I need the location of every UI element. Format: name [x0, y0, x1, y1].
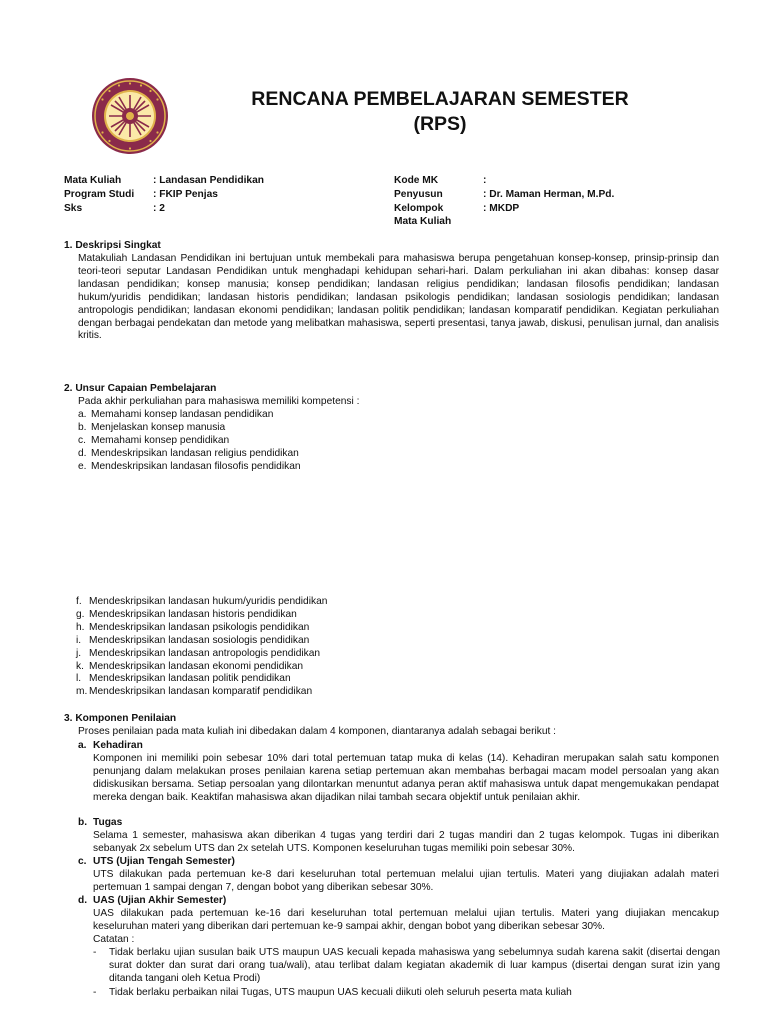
list-marker: j.: [76, 647, 82, 659]
list-item-text: Mendeskripsikan landasan politik pendidikan: [89, 673, 291, 685]
list-marker: d.: [78, 447, 87, 459]
list-item: [78, 448, 301, 461]
component-title-text: Tugas: [93, 817, 123, 828]
component-title-uas: [78, 895, 226, 906]
list-item-text: Mendeskripsikan landasan psikologis pendidikan: [89, 621, 310, 633]
list-marker: m.: [76, 686, 88, 698]
list-item-text: Mendeskripsikan landasan komparatif pendidikan: [89, 686, 313, 698]
component-title-tugas: [78, 817, 122, 828]
university-logo: [91, 77, 169, 155]
section-title-deskripsi: 1. Deskripsi Singkat: [64, 240, 161, 251]
list-item: [78, 409, 301, 422]
dash-bullet: -: [93, 947, 97, 958]
competency-list-part1: [78, 409, 301, 474]
list-marker: f.: [76, 596, 82, 607]
note-text: Tidak berlaku ujian susulan baik UTS maupun UAS kecuali kepada mahasiswa yang sebelumnya sudah karena sakit (disertai dengan surat dokter dan surat dari orang tua/wali), atau terlibat dalam kegiatan akademik di luar kampus (disertai dengan surat izin yang ditanda tangani oleh Ketua Prodi): [109, 947, 720, 984]
component-body-kehadiran: Komponen ini memiliki poin sebesar 10% dari total pertemuan tatap muka di kelas (14). Kehadiran merupakan salah satu komponen penunjang dalam melakukan proses penilaian karena setiap pertemuan akan membahas berbagai macam model persoalan yang akan didiskusikan bersama. Setiap persoalan yang dilontarkan menuntut adanya peran aktif mahasiswa untuk dapat mengemukakan pendapat mereka dengan baik. Keaktifan mahasiswa akan dijadikan nilai tambah secara objektif untuk penilaian akhir.: [93, 753, 719, 803]
meta-value: : MKDP: [483, 203, 520, 214]
list-item-text: Memahami konsep landasan pendidikan: [91, 409, 274, 420]
component-body-uas: UAS dilakukan pada pertemuan ke-16 dari keseluruhan total pertemuan melalui ujian tertulis. Materi yang diujiakan mencakup keseluruhan materi yang diberikan dari pertemuan ke-9 sampai akhir, dengan bobot yang diberikan sebesar 30%.: [93, 908, 719, 932]
component-marker: b.: [78, 817, 88, 828]
meta-value: : Landasan Pendidikan: [153, 175, 264, 186]
notes-label: Catatan :: [93, 934, 135, 945]
list-item: [76, 648, 327, 661]
list-item: [76, 596, 327, 609]
list-item-text: Mendeskripsikan landasan religius pendidikan: [91, 447, 299, 459]
list-item-text: Mendeskripsikan landasan historis pendidikan: [89, 608, 297, 620]
meta-label: Mata Kuliah: [394, 216, 452, 227]
competency-list-part2: [76, 596, 327, 699]
list-item-text: Mendeskripsikan landasan hukum/yuridis pendidikan: [89, 596, 328, 607]
component-body-tugas: Selama 1 semester, mahasiswa akan diberikan 4 tugas yang terdiri dari 2 tugas mandiri dan 2 tugas kelompok. Tugas ini diberikan sebanyak 2x sebelum UTS dan 2x setelah UTS. Komponen keseluruhan tugas memiliki poin sebesar 30%.: [93, 830, 719, 854]
component-title-text: Kehadiran: [93, 740, 143, 751]
list-item-text: Mendeskripsikan landasan sosiologis pendidikan: [89, 634, 310, 646]
university-seal-icon: [91, 77, 169, 155]
component-marker: c.: [78, 856, 87, 867]
list-item-text: Menjelaskan konsep manusia: [91, 421, 226, 433]
meta-value: :: [483, 175, 487, 186]
meta-label: Program Studi: [64, 189, 135, 200]
list-item: [78, 461, 301, 474]
section-body-deskripsi: Matakuliah Landasan Pendidikan ini bertujuan untuk membekali para mahasiswa berupa pengetahuan konsep-konsep, prinsip-prinsip dan teori-teori seputar Landasan Pendidikan untuk menghadapi kehidupan sehari-hari. Dalam perkuliahan ini akan dibahas: konsep dasar landasan pendidikan; konsep manusia; konsep pendidikan; landasan religius pendidikan; landasan filosofis pendidikan; landasan hukum/yuridis pendidikan; landasan historis pendidikan; landasan psikologis pendidikan; landasan sosiologis pendidikan; landasan antropologis pendidikan; landasan ekonomi pendidikan; landasan politik pendidikan; landasan komparatif pendidikan. Kegiatan perkuliahan dengan berbagai pendekatan dan metode yang melibatkan mahasiswa, seperti presentasi, tanya jawab, diskusi, penulisan jurnal, dan analisis kritis.: [78, 253, 719, 342]
document-title: RENCANA PEMBELAJARAN SEMESTER: [251, 88, 629, 110]
section-intro-capaian: Pada akhir perkuliahan para mahasiswa memiliki kompetensi :: [78, 396, 360, 407]
component-body-uts: UTS dilakukan pada pertemuan ke-8 dari keseluruhan total pertemuan melalui ujian tertulis. Materi yang diujiakan adalah materi pertemuan 1 sampai dengan 7, dengan bobot yang diberikan sebesar 30%.: [93, 869, 719, 893]
list-item: [76, 661, 327, 674]
list-item: [76, 635, 327, 648]
list-marker: h.: [76, 621, 85, 633]
meta-label: Kode MK: [394, 175, 439, 186]
component-title-text: UTS (Ujian Tengah Semester): [93, 856, 235, 867]
meta-value: : FKIP Penjas: [153, 189, 218, 200]
list-item-text: Memahami konsep pendidikan: [91, 434, 230, 446]
list-item: [78, 422, 301, 435]
meta-label: Mata Kuliah: [64, 175, 122, 186]
list-item: [78, 435, 301, 448]
component-title-kehadiran: [78, 740, 143, 751]
note-item: [93, 987, 720, 1000]
list-marker: k.: [76, 660, 84, 672]
list-item: [76, 622, 327, 635]
list-item-text: Mendeskripsikan landasan ekonomi pendidikan: [89, 660, 304, 672]
list-item: [76, 609, 327, 622]
list-item-text: Mendeskripsikan landasan antropologis pendidikan: [89, 647, 321, 659]
section-title-capaian: 2. Unsur Capaian Pembelajaran: [64, 383, 217, 394]
component-marker: d.: [78, 895, 88, 906]
component-title-text: UAS (Ujian Akhir Semester): [93, 895, 227, 906]
list-item: [76, 686, 327, 699]
note-item: [93, 947, 720, 986]
list-marker: b.: [78, 421, 87, 433]
list-marker: c.: [78, 434, 86, 446]
list-marker: i.: [76, 634, 82, 646]
meta-label: Kelompok: [394, 203, 444, 214]
component-marker: a.: [78, 740, 87, 751]
meta-label: Penyusun: [394, 189, 443, 200]
section-intro-penilaian: Proses penilaian pada mata kuliah ini dibedakan dalam 4 komponen, diantaranya adalah sebagai berikut :: [78, 726, 557, 737]
list-marker: e.: [78, 460, 87, 472]
meta-label: Sks: [64, 203, 83, 214]
section-title-penilaian: 3. Komponen Penilaian: [64, 713, 177, 724]
list-marker: g.: [76, 608, 85, 620]
note-text: Tidak berlaku perbaikan nilai Tugas, UTS maupun UAS kecuali diikuti oleh seluruh peserta mata kuliah: [109, 987, 572, 998]
list-item: [76, 673, 327, 686]
list-marker: a.: [78, 409, 87, 420]
list-item-text: Mendeskripsikan landasan filosofis pendidikan: [91, 460, 301, 472]
list-marker: l.: [76, 673, 82, 685]
meta-value: : Dr. Maman Herman, M.Pd.: [483, 189, 615, 200]
meta-value: : 2: [153, 203, 165, 214]
document-subtitle: (RPS): [413, 113, 467, 135]
dash-bullet: -: [93, 987, 97, 998]
component-title-uts: [78, 856, 235, 867]
